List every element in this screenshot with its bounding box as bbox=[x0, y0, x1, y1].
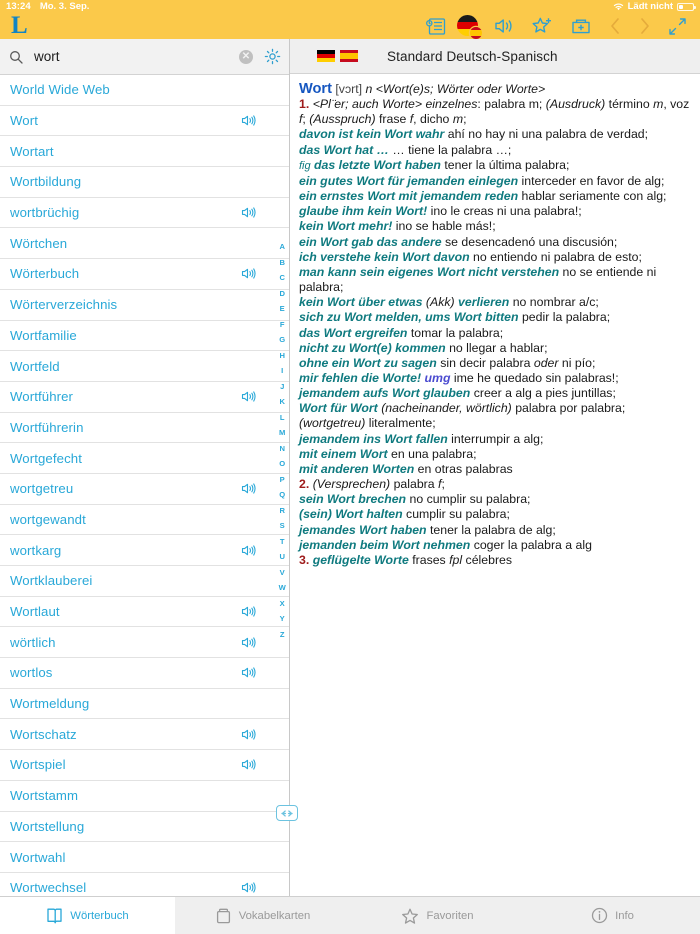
example-target: cumplir su palabra; bbox=[402, 507, 510, 522]
list-item[interactable] bbox=[0, 505, 289, 536]
right-panel bbox=[290, 39, 700, 896]
chevron-right-icon[interactable] bbox=[638, 16, 652, 36]
example-source: (sein) Wort halten bbox=[299, 507, 403, 522]
entry-headword: Wort bbox=[299, 81, 332, 97]
alpha-index-r[interactable]: R bbox=[279, 505, 286, 515]
example-line bbox=[299, 386, 692, 401]
alpha-index-y[interactable]: Y bbox=[279, 614, 285, 623]
list-item[interactable] bbox=[0, 413, 289, 444]
list-item[interactable] bbox=[0, 167, 289, 198]
info-icon bbox=[591, 907, 608, 924]
example-source: kein Wort mehr! bbox=[299, 219, 393, 234]
speaker-icon[interactable] bbox=[241, 482, 256, 495]
list-item[interactable] bbox=[0, 351, 289, 382]
example-target: no nombrar a/c; bbox=[509, 295, 599, 310]
list-item[interactable] bbox=[0, 259, 289, 290]
list-item-label: Wörterbuch bbox=[10, 266, 80, 282]
alpha-index-f[interactable]: F bbox=[279, 319, 285, 329]
left-panel bbox=[0, 39, 290, 896]
star-icon bbox=[401, 907, 419, 925]
speaker-icon[interactable] bbox=[241, 605, 256, 618]
example-target: no se entiende ni palabra; bbox=[299, 264, 657, 295]
list-item-label: Wortgefecht bbox=[10, 450, 82, 466]
example-source: jemanden beim Wort nehmen bbox=[299, 537, 471, 552]
example-target: … tiene la palabra …; bbox=[388, 142, 512, 157]
list-item[interactable] bbox=[0, 658, 289, 689]
example-target: coger la palabra a alg bbox=[470, 537, 592, 552]
example-line: ohne ein Wort zu sagen sin decir palabra oder ni pío; bbox=[299, 355, 596, 370]
speaker-icon[interactable] bbox=[241, 728, 256, 741]
list-item-label: Wortbildung bbox=[10, 174, 82, 190]
entry-phonetic: [vɔrt] bbox=[335, 82, 363, 96]
example-source: sich zu Wort melden, ums Wort bitten bbox=[299, 310, 519, 325]
example-line bbox=[299, 219, 692, 234]
example-target: tener la palabra de alg; bbox=[426, 522, 556, 537]
example-source: davon ist kein Wort wahr bbox=[299, 127, 445, 142]
alphabet-index[interactable] bbox=[279, 239, 286, 642]
top-toolbar bbox=[0, 13, 700, 39]
list-item-label: Wortstellung bbox=[10, 818, 85, 834]
entry-grammar: n <Wort(e)s; Wörter oder Worte> bbox=[365, 82, 546, 96]
example-target: sin decir palabra bbox=[436, 355, 534, 370]
example-source: nicht zu Wort(e) kommen bbox=[299, 340, 446, 355]
list-item[interactable] bbox=[0, 382, 289, 413]
sense-number: 2. bbox=[299, 477, 310, 492]
battery-icon bbox=[677, 3, 694, 11]
list-item-label: wortkarg bbox=[10, 542, 62, 558]
example-source: das letzte Wort haben bbox=[314, 157, 441, 172]
gear-icon[interactable] bbox=[264, 48, 281, 65]
example-source: ein Wort gab das andere bbox=[299, 234, 442, 249]
example-source: mir fehlen die Worte! bbox=[299, 370, 422, 385]
example-line bbox=[299, 462, 692, 477]
example-line bbox=[299, 432, 692, 447]
spanish-flag-icon bbox=[470, 27, 482, 39]
tab-label: Vokabelkarten bbox=[238, 909, 311, 922]
example-line: kein Wort über etwas (Akk) verlieren no nombrar a/c; bbox=[299, 295, 599, 310]
example-target: pedir la palabra; bbox=[518, 310, 611, 325]
list-item-label: Wörterverzeichnis bbox=[10, 297, 118, 313]
alpha-index-c[interactable]: C bbox=[279, 273, 286, 282]
example-target: en otras palabras bbox=[414, 461, 513, 476]
alpha-index-n[interactable]: N bbox=[279, 443, 286, 453]
example-target: palabra por palabra; bbox=[515, 401, 626, 416]
status-time: 13:24 bbox=[6, 1, 31, 12]
alpha-index-w[interactable]: W bbox=[278, 583, 286, 592]
speaker-icon[interactable] bbox=[241, 881, 256, 894]
search-bar bbox=[0, 39, 289, 75]
book-icon bbox=[46, 907, 63, 925]
example-line bbox=[299, 523, 692, 538]
tab-label: Wörterbuch bbox=[70, 909, 129, 922]
example-line bbox=[299, 326, 692, 341]
example-line bbox=[299, 507, 692, 522]
list-item[interactable] bbox=[0, 198, 289, 229]
usage-marker: umg bbox=[424, 370, 451, 385]
example-line bbox=[299, 174, 692, 189]
example-line bbox=[299, 158, 692, 174]
example-line bbox=[299, 538, 692, 553]
alpha-index-e[interactable]: E bbox=[279, 304, 285, 313]
example-source: jemandem aufs Wort glauben bbox=[299, 386, 471, 401]
tab-info[interactable] bbox=[525, 897, 700, 934]
speaker-icon[interactable] bbox=[241, 758, 256, 771]
list-item-label: Wortwahl bbox=[10, 849, 66, 865]
tab-label: Info bbox=[615, 909, 634, 922]
tab-wörterbuch[interactable] bbox=[0, 897, 175, 934]
example-line bbox=[299, 235, 692, 250]
list-item-label: Wort bbox=[10, 113, 38, 129]
list-item[interactable] bbox=[0, 443, 289, 474]
spanish-flag-icon bbox=[340, 50, 358, 62]
alpha-index-d[interactable]: D bbox=[279, 288, 286, 298]
example-target: ime he quedado sin palabras!; bbox=[450, 370, 619, 385]
list-item[interactable] bbox=[0, 597, 289, 628]
status-bar bbox=[0, 0, 700, 13]
dictionary-header bbox=[290, 39, 700, 74]
example-line bbox=[299, 189, 692, 204]
list-item-label: Wortmeldung bbox=[10, 696, 90, 712]
battery-status-label: Lädt nicht bbox=[627, 1, 673, 12]
example-line bbox=[299, 310, 692, 325]
example-source: sein Wort brechen bbox=[299, 492, 407, 507]
list-item-label: Wortschatz bbox=[10, 726, 77, 742]
example-target: no entiendo ni palabra de esto; bbox=[469, 249, 642, 264]
sense-number: 1. bbox=[299, 97, 310, 112]
list-item[interactable] bbox=[0, 627, 289, 658]
search-input[interactable] bbox=[34, 49, 239, 64]
list-item[interactable] bbox=[0, 781, 289, 812]
list-item[interactable] bbox=[0, 812, 289, 843]
list-item[interactable] bbox=[0, 228, 289, 259]
sense-line: 2. (Versprechen) palabra f; bbox=[299, 477, 445, 492]
list-item-label: Wortführerin bbox=[10, 419, 84, 435]
alpha-index-q[interactable]: Q bbox=[279, 490, 286, 499]
list-item[interactable] bbox=[0, 689, 289, 720]
speaker-icon[interactable] bbox=[241, 206, 256, 219]
list-item-label: Wortwechsel bbox=[10, 880, 87, 896]
tab-label: Favoriten bbox=[426, 909, 474, 922]
example-line bbox=[299, 204, 692, 219]
search-clear-button[interactable]: ✕ bbox=[239, 50, 253, 64]
example-source: glaube ihm kein Wort! bbox=[299, 204, 428, 219]
sense-number: 3. bbox=[299, 552, 310, 567]
example-line bbox=[299, 143, 692, 158]
list-item-label: wörtlich bbox=[10, 634, 56, 650]
dictionary-title: Standard Deutsch-Spanisch bbox=[387, 48, 558, 64]
example-source: ein ernstes Wort mit jemandem reden bbox=[299, 189, 519, 204]
chevron-left-icon[interactable] bbox=[608, 16, 622, 36]
example-line bbox=[299, 341, 692, 356]
list-item[interactable] bbox=[0, 474, 289, 505]
alpha-index-k[interactable]: K bbox=[279, 397, 286, 406]
list-item-label: Wortfeld bbox=[10, 358, 60, 374]
speaker-icon[interactable] bbox=[241, 267, 256, 280]
bottom-tab-bar bbox=[0, 896, 700, 934]
example-line bbox=[299, 371, 692, 386]
alpha-index-z[interactable]: Z bbox=[279, 629, 285, 639]
example-target: creer a alg a pies juntillas; bbox=[470, 386, 616, 401]
list-item-label: wortgetreu bbox=[10, 481, 74, 497]
list-item-label: World Wide Web bbox=[10, 82, 110, 98]
alpha-index-g[interactable]: G bbox=[279, 335, 286, 344]
dictionary-entry bbox=[290, 74, 700, 896]
example-target: en una palabra; bbox=[387, 446, 477, 461]
example-source: kein Wort über etwas bbox=[299, 295, 423, 310]
alpha-index-b[interactable]: B bbox=[279, 257, 286, 267]
list-item-label: Wortführer bbox=[10, 389, 74, 405]
german-flag-icon bbox=[317, 50, 335, 62]
example-line bbox=[299, 265, 692, 295]
example-target: interceder en favor de alg; bbox=[518, 173, 665, 188]
speaker-icon[interactable] bbox=[241, 114, 256, 127]
list-item[interactable] bbox=[0, 719, 289, 750]
alpha-index-j[interactable]: J bbox=[280, 381, 285, 391]
speaker-icon[interactable] bbox=[241, 666, 256, 679]
list-item[interactable] bbox=[0, 106, 289, 137]
example-line bbox=[299, 492, 692, 507]
example-target: no cumplir su palabra; bbox=[406, 492, 531, 507]
example-target: ino se hable más!; bbox=[392, 219, 496, 234]
alpha-index-a[interactable]: A bbox=[279, 242, 286, 251]
tab-vokabelkarten[interactable] bbox=[175, 897, 350, 934]
example-target: tener la última palabra; bbox=[440, 157, 570, 172]
example-source: Wort für Wort bbox=[299, 401, 378, 416]
alpha-index-x[interactable]: X bbox=[279, 598, 285, 608]
list-item[interactable] bbox=[0, 75, 289, 106]
example-source: das Wort ergreifen bbox=[299, 325, 408, 340]
list-item[interactable] bbox=[0, 136, 289, 167]
example-source: man kann sein eigenes Wort nicht verstehen bbox=[299, 264, 560, 279]
split-resize-icon[interactable] bbox=[276, 805, 298, 821]
example-source: ein gutes Wort für jemanden einlegen bbox=[299, 173, 519, 188]
expand-icon[interactable] bbox=[668, 17, 687, 36]
alpha-index-l[interactable]: L bbox=[279, 412, 285, 422]
dictionary-list-icon[interactable] bbox=[425, 17, 446, 36]
list-item-label: Wortart bbox=[10, 143, 54, 159]
list-item[interactable] bbox=[0, 873, 289, 896]
list-item-label: Wortstamm bbox=[10, 788, 79, 804]
list-item-label: wortbrüchig bbox=[10, 205, 80, 221]
example-source: ohne ein Wort zu sagen bbox=[299, 355, 437, 370]
example-source: mit anderen Worten bbox=[299, 461, 415, 476]
list-item[interactable] bbox=[0, 321, 289, 352]
example-target: interrumpir a alg; bbox=[447, 431, 544, 446]
alpha-index-s[interactable]: S bbox=[279, 521, 285, 530]
alpha-index-t[interactable]: T bbox=[279, 536, 285, 546]
app-logo: L bbox=[11, 11, 28, 39]
cards-icon bbox=[215, 907, 232, 925]
wifi-icon bbox=[613, 3, 624, 11]
status-date: Mo. 3. Sep. bbox=[39, 1, 90, 12]
speaker-icon[interactable] bbox=[493, 16, 515, 36]
example-source: mit einem Wort bbox=[299, 446, 388, 461]
alpha-index-p[interactable]: P bbox=[279, 474, 285, 484]
speaker-icon[interactable] bbox=[241, 636, 256, 649]
speaker-icon[interactable] bbox=[241, 544, 256, 557]
star-plus-icon[interactable] bbox=[531, 16, 554, 37]
list-item-label: Wörtchen bbox=[10, 235, 68, 251]
alpha-index-o[interactable]: O bbox=[279, 459, 286, 468]
alpha-index-u[interactable]: U bbox=[279, 552, 286, 561]
speaker-icon[interactable] bbox=[241, 390, 256, 403]
example-source: jemandem ins Wort fallen bbox=[299, 431, 448, 446]
list-item[interactable] bbox=[0, 535, 289, 566]
alpha-index-i[interactable]: I bbox=[281, 366, 284, 375]
search-icon bbox=[9, 50, 23, 64]
entry-headword-line bbox=[299, 82, 692, 97]
example-target: no llegar a hablar; bbox=[445, 340, 548, 355]
list-item[interactable] bbox=[0, 290, 289, 321]
list-item[interactable] bbox=[0, 842, 289, 873]
list-item-label: wortlos bbox=[10, 665, 53, 681]
language-pair-flag-icon[interactable] bbox=[457, 14, 481, 38]
list-item-label: wortgewandt bbox=[10, 511, 86, 527]
usage-marker: fig bbox=[299, 159, 311, 172]
alpha-index-h[interactable]: H bbox=[279, 350, 286, 360]
add-card-icon[interactable] bbox=[570, 16, 592, 36]
example-target: ahí no hay ni una palabra de verdad; bbox=[444, 127, 649, 142]
example-source: ich verstehe kein Wort davon bbox=[299, 249, 470, 264]
example-line bbox=[299, 250, 692, 265]
example-source: das Wort hat … bbox=[299, 142, 389, 157]
list-item-label: Wortlaut bbox=[10, 604, 60, 620]
list-item[interactable] bbox=[0, 750, 289, 781]
alpha-index-v[interactable]: V bbox=[279, 567, 285, 577]
example-line bbox=[299, 127, 692, 142]
sense-line: 3. geflügelte Worte frases fpl célebres bbox=[299, 552, 513, 567]
example-source: jemandes Wort haben bbox=[299, 522, 427, 537]
list-item[interactable] bbox=[0, 566, 289, 597]
example-target: hablar seriamente con alg; bbox=[518, 189, 667, 204]
tab-favoriten[interactable] bbox=[350, 897, 525, 934]
word-list[interactable] bbox=[0, 75, 289, 896]
example-target: tomar la palabra; bbox=[407, 325, 504, 340]
list-item-label: Wortklauberei bbox=[10, 573, 93, 589]
list-item-label: Wortspiel bbox=[10, 757, 66, 773]
example-target: se desencadenó una discusión; bbox=[441, 234, 618, 249]
list-item-label: Wortfamilie bbox=[10, 327, 77, 343]
alpha-index-m[interactable]: M bbox=[279, 428, 286, 437]
example-target: ino le creas ni una palabra!; bbox=[427, 204, 582, 219]
sense-line: 1. <Pl ̈er; auch Worte> einzelnes: palabra m; (Ausdruck) término m, voz f; (Ausspruch) frase f, dicho m; bbox=[299, 97, 690, 127]
example-line: Wort für Wort (nacheinander, wörtlich) palabra por palabra; (wortgetreu) literalmente; bbox=[299, 401, 626, 431]
example-line bbox=[299, 447, 692, 462]
